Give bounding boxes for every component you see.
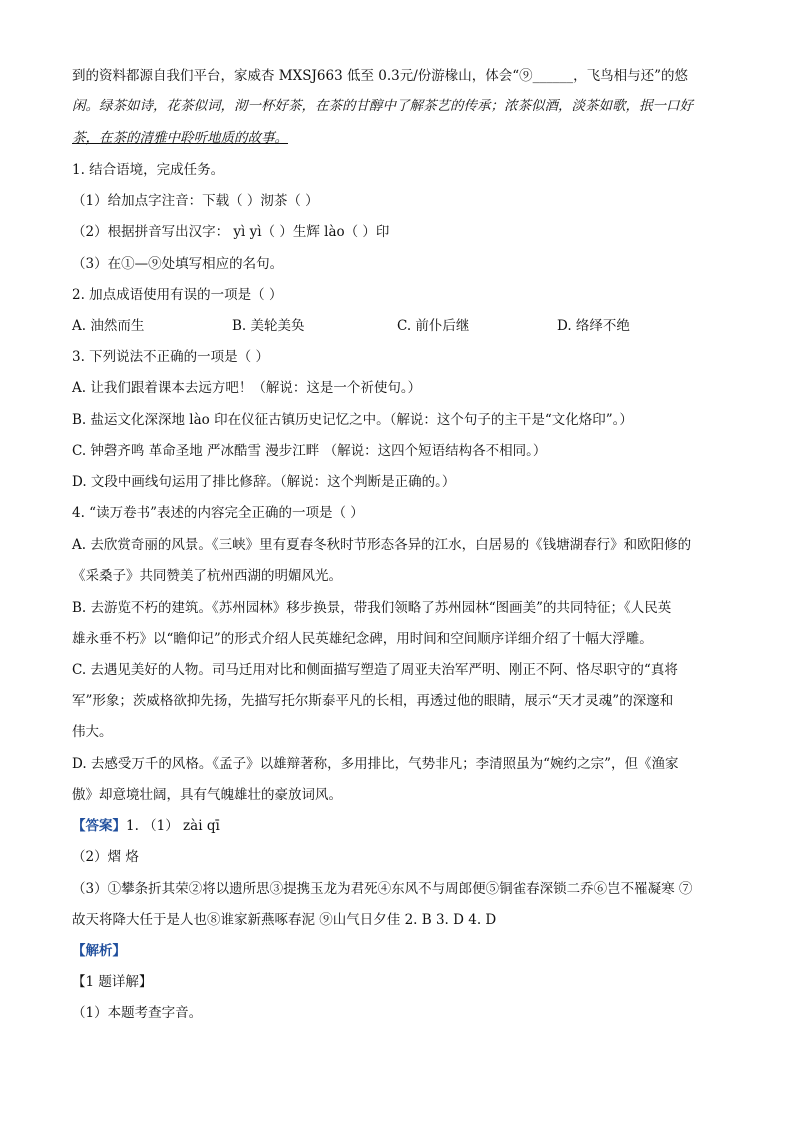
q1-sub3: （3）在①—⑨处填写相应的名句。 [72,256,284,272]
analysis-line-1: （1）本题考查字音。 [72,1005,203,1021]
q1-sub1: （1）给加点字注音：下载（ ）沏茶（ ） [72,193,319,209]
q4-option-a-line2: 《采桑子》共同赞美了杭州西湖的明媚风光。 [72,568,342,584]
q4-option-c-line1: C. 去遇见美好的人物。司马迁用对比和侧面描写塑造了周亚夫治军严明、刚正不阿、恪尽职守的“真将 [72,662,678,678]
q3-option-b: B. 盐运文化深深地 lào 印在仪征古镇历史记忆之中。（解说：这个句子的主干是“文化烙印”。） [72,412,633,428]
q4-option-b-line2: 雄永垂不朽》以“瞻仰记”的形式介绍人民英雄纪念碑，用时间和空间顺序详细介绍了十幅大浮雕。 [72,631,653,647]
answer-line-1: 1. （1） zài qī [126,818,220,834]
analysis-tag: 【解析】 [72,943,126,959]
q2-option-c: C. 前仆后继 [397,318,470,334]
answer-line-3: （3）①攀条折其荣②将以遗所思③提携玉龙为君死④东风不与周郎便⑤铜雀春深锁二乔⑥岂不罹凝寒 ⑦ [72,881,693,897]
q1-title: 1. 结合语境，完成任务。 [72,162,225,178]
q2-option-b: B. 美轮美奂 [232,318,305,334]
q3-option-a: A. 让我们跟着课本去远方吧！（解说：这是一个祈使句。） [72,380,422,396]
answer-line-4: 故天将降大任于是人也⑧谁家新燕啄春泥 ⑨山气日夕佳 2. B 3. D 4. D [72,912,497,928]
q2-title: 2. 加点成语使用有误的一项是（ ） [72,287,283,303]
answer-first-line [72,816,220,836]
q3-option-d: D. 文段中画线句运用了排比修辞。（解说：这个判断是正确的。） [72,474,456,490]
q4-option-d-line1: D. 去感受万千的风格。《孟子》以雄辩著称，多用排比，气势非凡；李清照虽为“婉约之宗”，但《渔家 [72,756,679,772]
q4-option-b-line1: B. 去游览不朽的建筑。《苏州园林》移步换景，带我们领略了苏州园林“图画美”的共同特征；《人民英 [72,600,672,616]
answer-tag: 【答案】 [72,818,126,834]
intro-line-1: 到的资料都源自我们平台，家威杏 MXSJ663 低至 0.3元/份游椽山，体会“⑨______，飞鸟相与还”的悠 [72,68,689,84]
q3-option-c: C. 钟磬齐鸣 革命圣地 严冰酷雪 漫步江畔 （解说：这四个短语结构各不相同。） [72,443,547,459]
q3-title: 3. 下列说法不正确的一项是（ ） [72,349,269,365]
intro-line-3: 茶，在茶的清雅中聆听地质的故事。 [72,130,288,146]
q1-sub2: （2）根据拼音写出汉字： yì yì（ ）生辉 lào（ ）印 [72,224,390,240]
q4-title: 4. “读万卷书”表述的内容完全正确的一项是（ ） [72,505,364,521]
analysis-subtitle: 【1 题详解】 [72,974,153,990]
q2-option-a: A. 油然而生 [72,318,145,334]
q4-option-d-line2: 傲》却意境壮阔，具有气魄雄壮的豪放词风。 [72,787,342,803]
answer-line-2: （2）熠 烙 [72,849,139,865]
q4-option-a-line1: A. 去欣赏奇丽的风景。《三峡》里有夏春冬秋时节形态各异的江水，白居易的《钱塘湖春行》和欧阳修的 [72,537,692,553]
intro-line-2: 闲。绿茶如诗，花茶似词，沏一杯好茶，在茶的甘醇中了解茶艺的传承；浓茶似酒，淡茶如歌，抿一口好 [72,98,693,114]
q2-option-d: D. 络绎不绝 [557,318,630,334]
q4-option-c-line2: 军”形象；茨威格欲抑先扬，先描写托尔斯泰平凡的长相，再透过他的眼睛，展示“天才灵魂”的深邃和 [72,693,674,709]
q4-option-c-line3: 伟大。 [72,724,113,740]
